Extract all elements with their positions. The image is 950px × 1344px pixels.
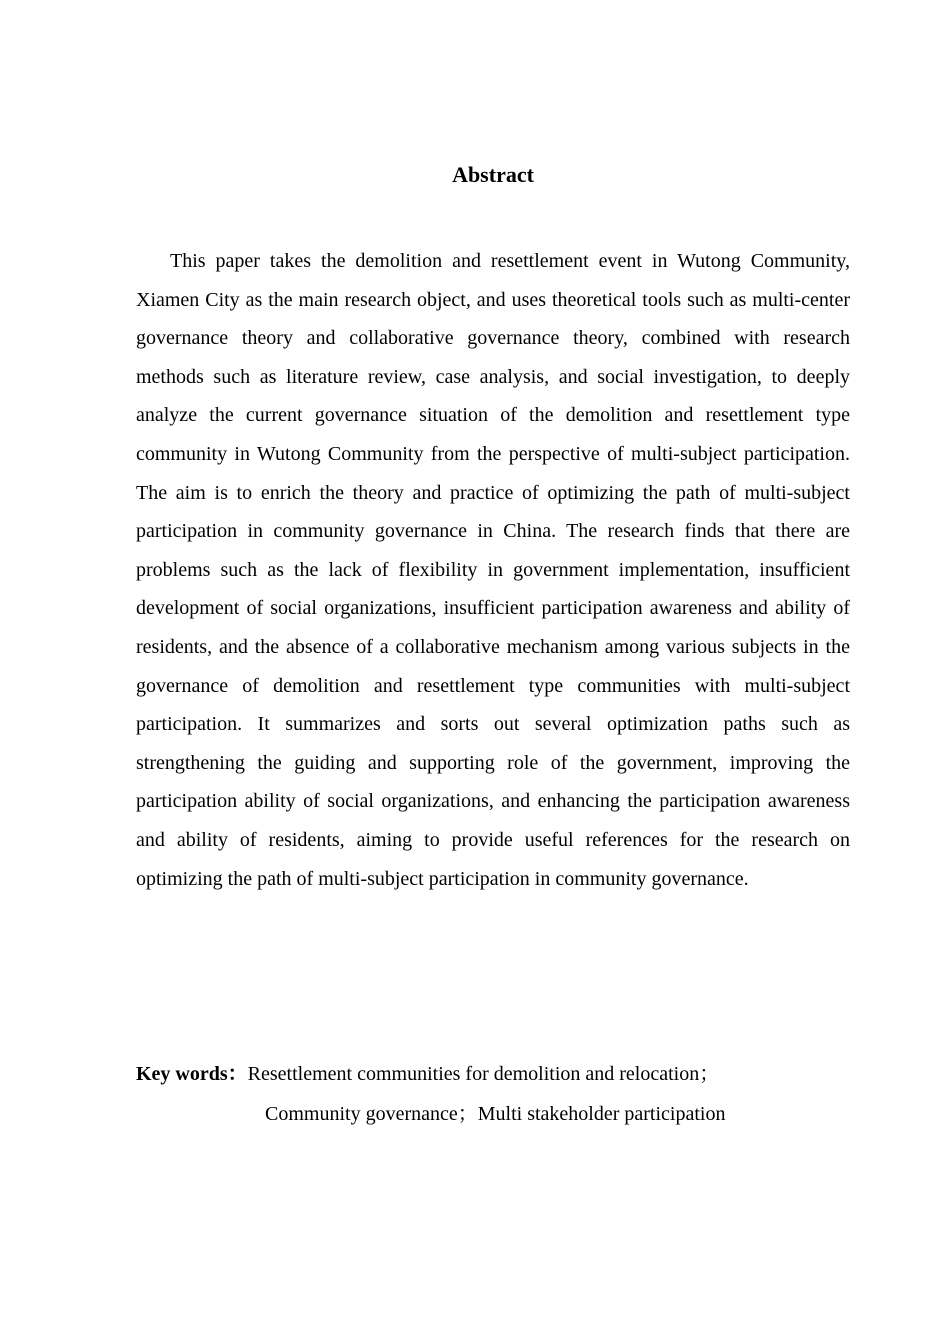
abstract-title: Abstract <box>452 162 534 187</box>
keywords-label: Key words： <box>136 1063 248 1085</box>
keywords-line-1 <box>136 1054 850 1094</box>
keywords-line-2 <box>136 1094 850 1134</box>
abstract-body: This paper takes the demolition and resettlement event in Wutong Community, Xiamen City as the main research object, and uses theoretical tools such as multi-center governance theory and collaborative governance theory, combined with research methods such as literature review, case analysis, and social investigation, to deeply analyze the current governance situation of the demolition and resettlement type community in Wutong Community from the perspective of multi-subject participation. The aim is to enrich the theory and practice of optimizing the path of multi-subject participation in community governance in China. The research finds that there are problems such as the lack of flexibility in government implementation, insufficient development of social organizations, insufficient participation awareness and ability of residents, and the absence of a collaborative mechanism among various subjects in the governance of demolition and resettlement type communities with multi-subject participation. It summarizes and sorts out several optimization paths such as strengthening the guiding and supporting role of the government, improving the participation ability of social organizations, and enhancing the participation awareness and ability of residents, aiming to provide useful references for the research on optimizing the path of multi-subject participation in community governance. <box>136 250 850 890</box>
keywords-section <box>136 1054 850 1134</box>
keyword-item-2: Community governance；Multi stakeholder participation <box>265 1103 726 1125</box>
keyword-item-1: Resettlement communities for demolition and relocation； <box>247 1063 720 1085</box>
